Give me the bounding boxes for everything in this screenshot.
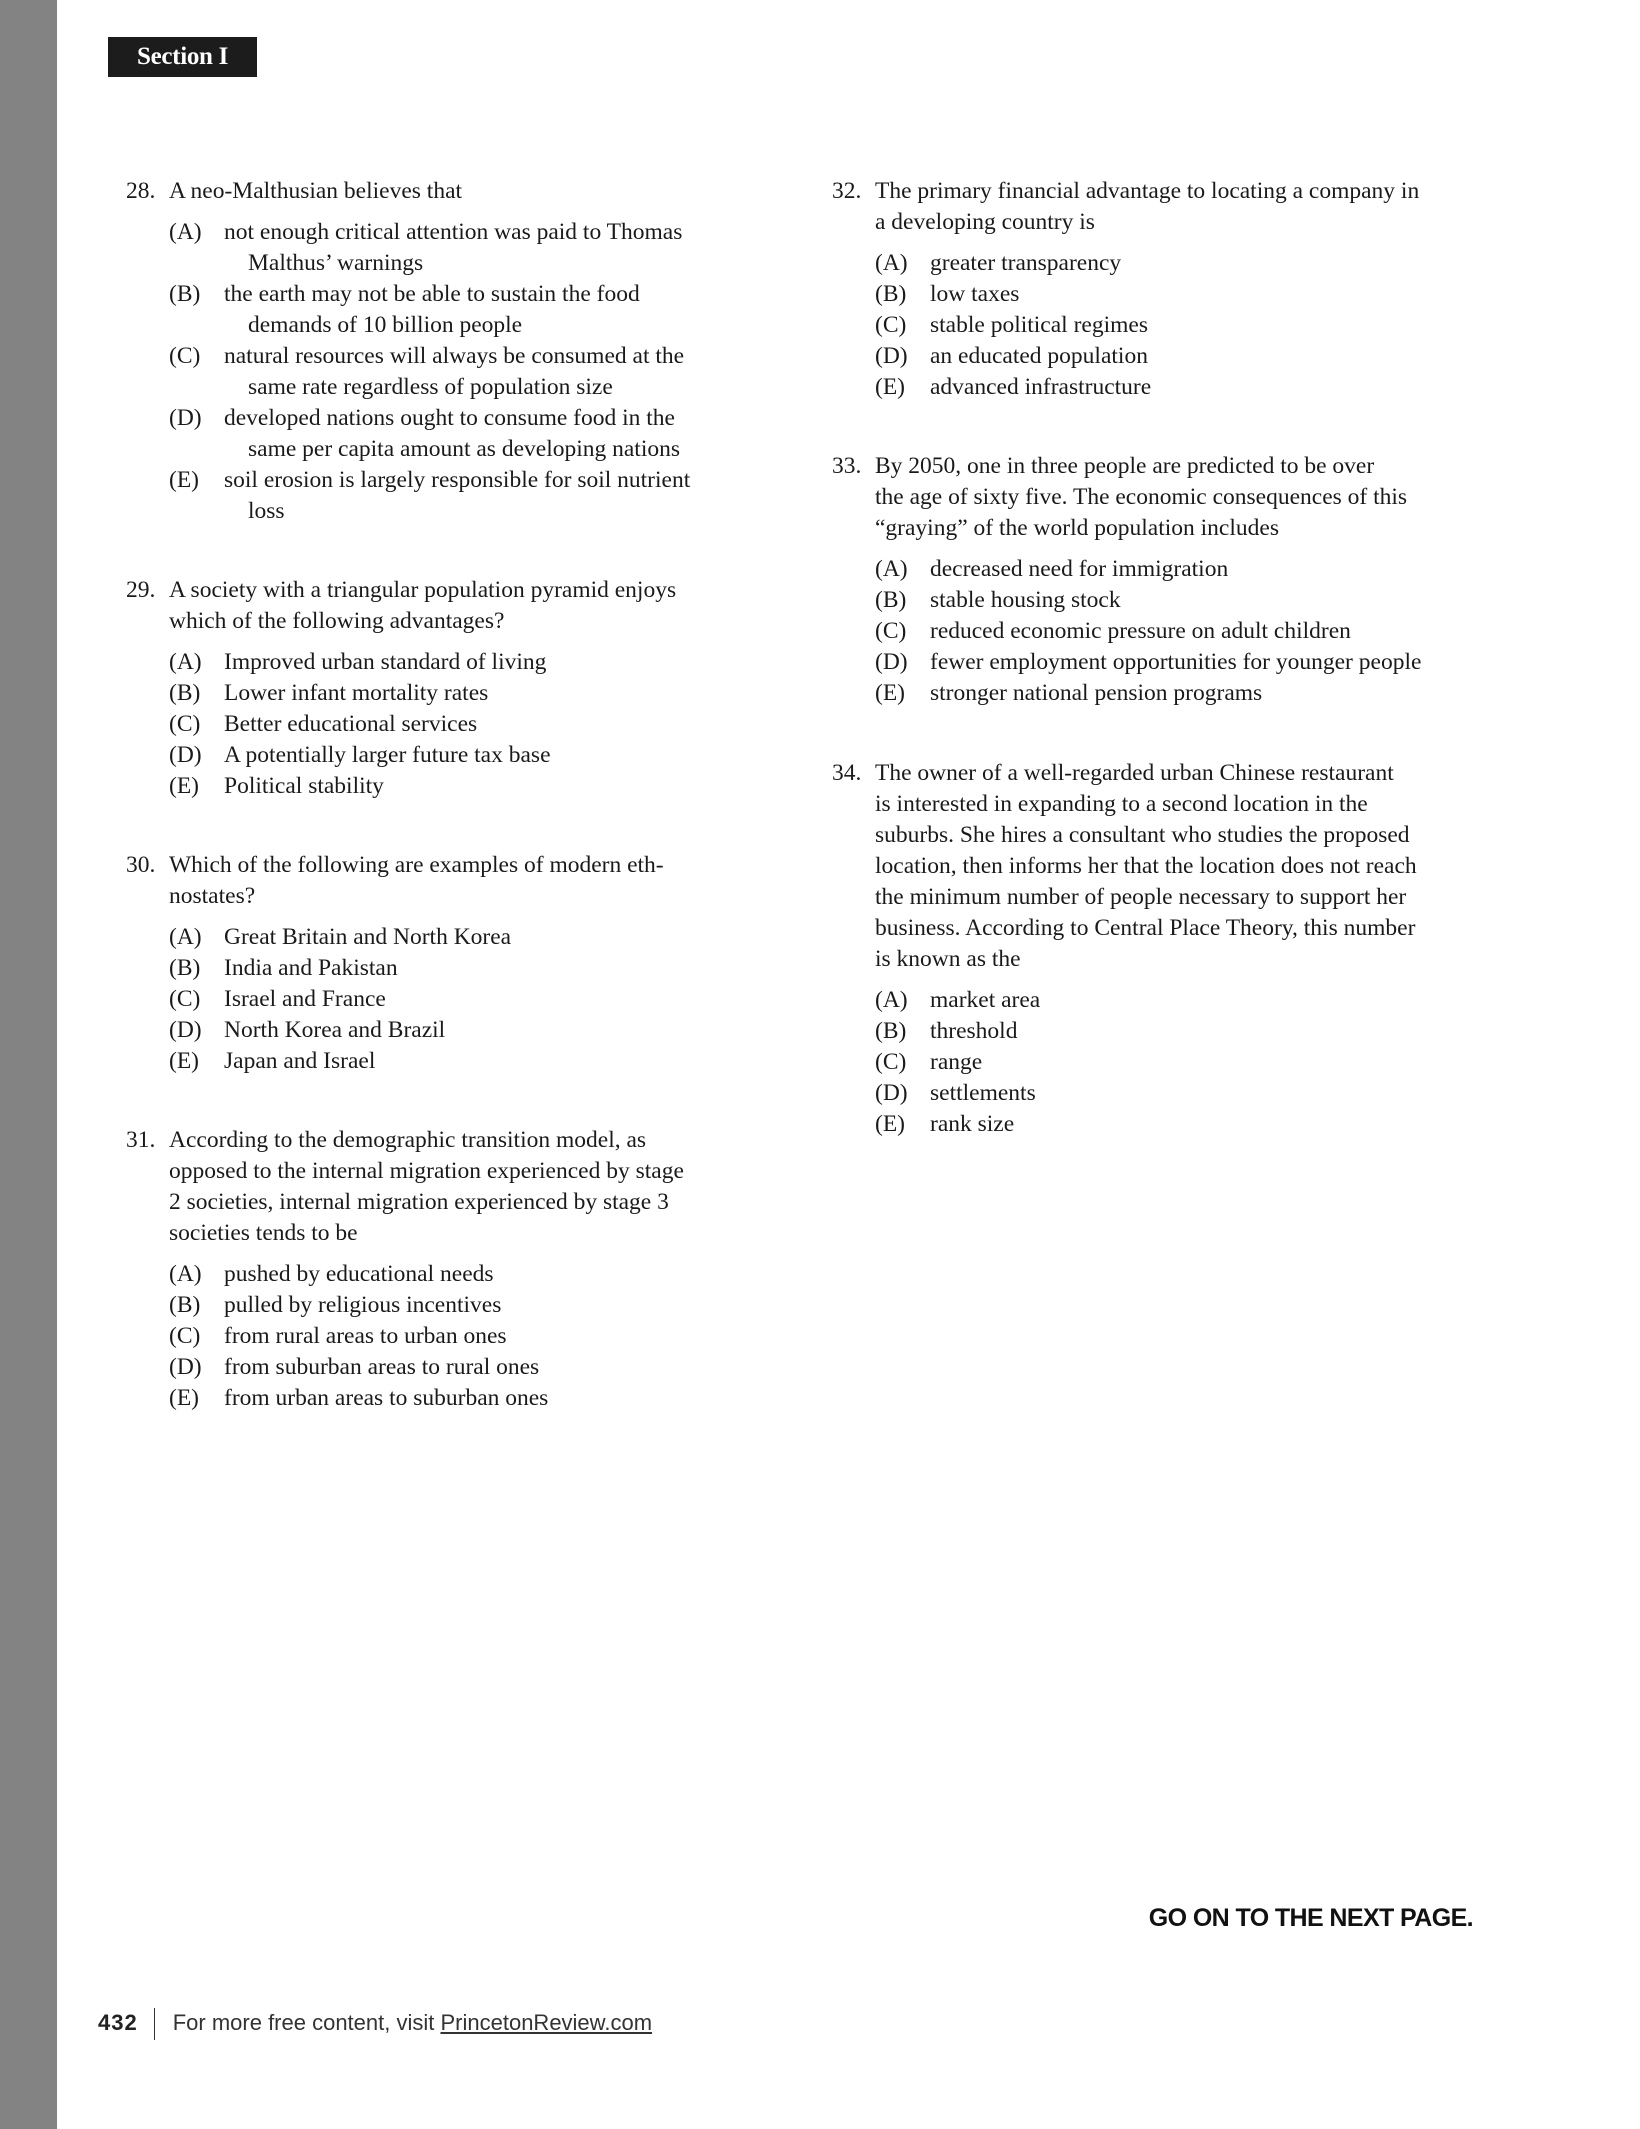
option-label: (A) <box>169 924 202 950</box>
answer-option[interactable] <box>169 1046 664 1077</box>
question-number: 29. <box>126 577 156 603</box>
option-text: greater transparency <box>930 250 1122 276</box>
option-text: from suburban areas to rural ones <box>224 1354 540 1380</box>
answer-option[interactable] <box>875 616 1421 647</box>
question-30 <box>126 850 664 1077</box>
answer-option[interactable] <box>169 1352 684 1383</box>
option-text: Political stability <box>224 773 384 799</box>
answer-option[interactable] <box>169 771 676 802</box>
answer-option[interactable] <box>169 217 690 279</box>
stem-line: is known as the <box>875 946 1021 972</box>
answer-option[interactable] <box>875 678 1421 709</box>
answer-options <box>169 217 690 527</box>
option-text: Israel and France <box>224 986 386 1012</box>
option-text: stronger national pension programs <box>930 680 1263 706</box>
answer-option[interactable] <box>875 1109 1417 1140</box>
answer-option[interactable] <box>169 984 664 1015</box>
answer-option[interactable] <box>875 372 1419 403</box>
answer-option[interactable] <box>169 678 676 709</box>
option-text: stable political regimes <box>930 312 1148 338</box>
option-label: (B) <box>169 281 201 307</box>
question-number: 30. <box>126 852 156 878</box>
option-text: Japan and Israel <box>224 1048 376 1074</box>
option-label: (E) <box>169 1048 200 1074</box>
option-text: loss <box>248 498 285 524</box>
option-text: natural resources will always be consumed at the <box>224 343 685 369</box>
answer-options <box>875 248 1419 403</box>
option-label: (A) <box>875 556 908 582</box>
stem-line: The primary financial advantage to locating a company in <box>875 178 1420 204</box>
answer-option[interactable] <box>169 1290 684 1321</box>
option-label: (E) <box>875 374 906 400</box>
option-text: the earth may not be able to sustain the food <box>224 281 640 307</box>
question-34 <box>832 758 1417 1140</box>
stem-line: 2 societies, internal migration experienced by stage 3 <box>169 1189 669 1215</box>
section-badge: Section I <box>108 37 257 77</box>
question-number: 34. <box>832 760 862 786</box>
princeton-review-link[interactable]: PrincetonReview.com <box>440 2010 653 2035</box>
option-label: (E) <box>169 1385 200 1411</box>
answer-option[interactable] <box>169 1321 684 1352</box>
option-text: Great Britain and North Korea <box>224 924 512 950</box>
option-label: (D) <box>169 742 202 768</box>
option-text: advanced infrastructure <box>930 374 1152 400</box>
option-label: (A) <box>169 219 202 245</box>
option-text: low taxes <box>930 281 1020 307</box>
stem-line: the minimum number of people necessary to support her <box>875 884 1407 910</box>
option-text: not enough critical attention was paid to Thomas <box>224 219 683 245</box>
option-label: (B) <box>169 680 201 706</box>
option-text: Lower infant mortality rates <box>224 680 489 706</box>
answer-option[interactable] <box>875 341 1419 372</box>
question-stem <box>875 176 1419 238</box>
question-stem <box>875 451 1421 544</box>
option-text: threshold <box>930 1018 1018 1044</box>
answer-option[interactable] <box>875 310 1419 341</box>
option-text: pushed by educational needs <box>224 1261 494 1287</box>
answer-option[interactable] <box>169 1015 664 1046</box>
question-number: 28. <box>126 178 156 204</box>
answer-option[interactable] <box>169 740 676 771</box>
option-label: (E) <box>169 467 200 493</box>
question-number: 32. <box>832 178 862 204</box>
option-text: from rural areas to urban ones <box>224 1323 507 1349</box>
option-label: (C) <box>169 343 201 369</box>
option-text: market area <box>930 987 1041 1013</box>
stem-line: By 2050, one in three people are predicted to be over <box>875 453 1375 479</box>
question-29 <box>126 575 676 802</box>
answer-option[interactable] <box>875 554 1421 585</box>
question-stem <box>875 758 1417 975</box>
question-stem <box>169 575 676 637</box>
stem-line: nostates? <box>169 883 256 909</box>
answer-option[interactable] <box>875 279 1419 310</box>
option-label: (E) <box>875 1111 906 1137</box>
option-text: Improved urban standard of living <box>224 649 547 675</box>
question-number: 31. <box>126 1127 156 1153</box>
option-text: same per capita amount as developing nations <box>248 436 681 462</box>
option-text: North Korea and Brazil <box>224 1017 446 1043</box>
option-text: Better educational services <box>224 711 478 737</box>
question-33 <box>832 451 1421 709</box>
answer-option[interactable] <box>875 1047 1417 1078</box>
stem-line: “graying” of the world population includes <box>875 515 1279 541</box>
answer-option[interactable] <box>169 953 664 984</box>
answer-options <box>169 647 676 802</box>
stem-line: the age of sixty five. The economic consequences of this <box>875 484 1408 510</box>
option-label: (C) <box>875 1049 907 1075</box>
page-margin-bar <box>0 0 57 2129</box>
stem-line: which of the following advantages? <box>169 608 505 634</box>
go-on-notice: GO ON TO THE NEXT PAGE. <box>1148 1904 1473 1932</box>
option-label: (D) <box>169 405 202 431</box>
option-text: an educated population <box>930 343 1148 369</box>
option-label: (A) <box>875 987 908 1013</box>
option-text: range <box>930 1049 983 1075</box>
stem-line: A society with a triangular population pyramid enjoys <box>169 577 677 603</box>
option-label: (D) <box>875 649 908 675</box>
footer-divider <box>154 2008 155 2040</box>
answer-option[interactable] <box>875 248 1419 279</box>
answer-option[interactable] <box>169 709 676 740</box>
answer-options <box>169 922 664 1077</box>
option-label: (B) <box>875 281 907 307</box>
stem-line: suburbs. She hires a consultant who studies the proposed <box>875 822 1410 848</box>
question-32 <box>832 176 1419 403</box>
option-label: (D) <box>169 1017 202 1043</box>
option-label: (B) <box>169 1292 201 1318</box>
question-stem <box>169 1125 684 1249</box>
stem-line: business. According to Central Place Theory, this number <box>875 915 1416 941</box>
option-text: reduced economic pressure on adult children <box>930 618 1351 644</box>
answer-option[interactable] <box>169 922 664 953</box>
option-label: (A) <box>169 1261 202 1287</box>
footer-text: For more free content, visit <box>172 2010 441 2035</box>
question-28 <box>126 176 690 527</box>
option-text: developed nations ought to consume food in the <box>224 405 675 431</box>
option-text: soil erosion is largely responsible for soil nutrient <box>224 467 691 493</box>
option-text: decreased need for immigration <box>930 556 1229 582</box>
option-text: pulled by religious incentives <box>224 1292 502 1318</box>
answer-option[interactable] <box>169 1383 684 1414</box>
stem-line: opposed to the internal migration experienced by stage <box>169 1158 684 1184</box>
option-label: (C) <box>875 312 907 338</box>
question-stem <box>169 176 690 207</box>
question-number: 33. <box>832 453 862 479</box>
answer-option[interactable] <box>875 647 1421 678</box>
option-text: fewer employment opportunities for younger people <box>930 649 1422 675</box>
option-text: from urban areas to suburban ones <box>224 1385 549 1411</box>
option-label: (E) <box>875 680 906 706</box>
option-label: (B) <box>875 1018 907 1044</box>
answer-option[interactable] <box>875 1078 1417 1109</box>
option-label: (B) <box>169 955 201 981</box>
page-number: 432 <box>98 2010 138 2035</box>
footer <box>98 2008 652 2040</box>
answer-options <box>875 985 1417 1140</box>
option-label: (C) <box>875 618 907 644</box>
option-label: (D) <box>169 1354 202 1380</box>
option-label: (A) <box>169 649 202 675</box>
stem-line: societies tends to be <box>169 1220 358 1246</box>
option-label: (A) <box>875 250 908 276</box>
answer-option[interactable] <box>169 341 690 403</box>
option-label: (C) <box>169 711 201 737</box>
question-stem <box>169 850 664 912</box>
stem-line: According to the demographic transition model, as <box>169 1127 647 1153</box>
answer-option[interactable] <box>875 985 1417 1016</box>
option-label: (C) <box>169 1323 201 1349</box>
option-label: (E) <box>169 773 200 799</box>
stem-line: is interested in expanding to a second location in the <box>875 791 1368 817</box>
answer-options <box>875 554 1421 709</box>
stem-line: Which of the following are examples of modern eth- <box>169 852 664 878</box>
option-text: demands of 10 billion people <box>248 312 523 338</box>
option-label: (B) <box>875 587 907 613</box>
option-label: (D) <box>875 343 908 369</box>
option-text: stable housing stock <box>930 587 1121 613</box>
option-text: settlements <box>930 1080 1036 1106</box>
option-text: India and Pakistan <box>224 955 398 981</box>
option-text: Malthus’ warnings <box>248 250 424 276</box>
stem-line: A neo-Malthusian believes that <box>169 178 463 204</box>
question-31 <box>126 1125 684 1414</box>
answer-option[interactable] <box>169 1259 684 1290</box>
answer-options <box>169 1259 684 1414</box>
stem-line: a developing country is <box>875 209 1095 235</box>
answer-option[interactable] <box>169 279 690 341</box>
option-label: (D) <box>875 1080 908 1106</box>
stem-line: location, then informs her that the location does not reach <box>875 853 1417 879</box>
answer-option[interactable] <box>875 1016 1417 1047</box>
option-label: (C) <box>169 986 201 1012</box>
answer-option[interactable] <box>875 585 1421 616</box>
answer-option[interactable] <box>169 465 690 527</box>
answer-option[interactable] <box>169 647 676 678</box>
answer-option[interactable] <box>169 403 690 465</box>
stem-line: The owner of a well-regarded urban Chinese restaurant <box>875 760 1394 786</box>
option-text: same rate regardless of population size <box>248 374 613 400</box>
option-text: rank size <box>930 1111 1015 1137</box>
option-text: A potentially larger future tax base <box>224 742 551 768</box>
